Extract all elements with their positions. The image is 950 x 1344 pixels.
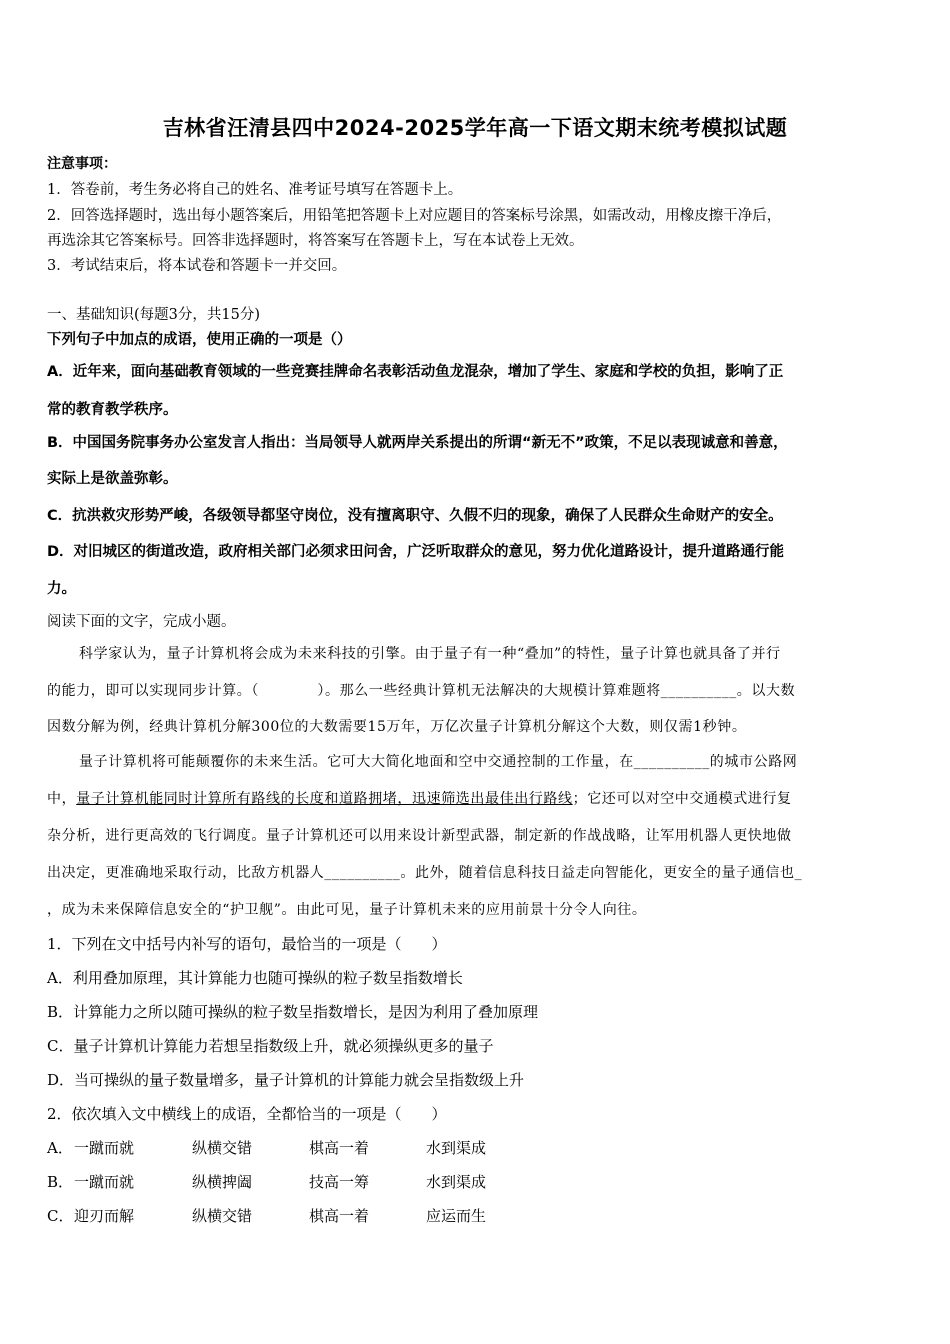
passage-text: ；它还可以对空中交通模式进行复 bbox=[572, 791, 792, 807]
notice-item: 1．答卷前，考生务必将自己的姓名、准考证号填写在答题卡上。 bbox=[47, 182, 463, 198]
question-2-stem: 2．依次填入文中横线上的成语，全都恰当的一项是（ ） bbox=[47, 1105, 447, 1123]
passage-text: 中， bbox=[47, 791, 77, 807]
option-label: C． bbox=[47, 1207, 74, 1225]
option-label: B． bbox=[47, 1173, 74, 1191]
option-word: 水到渠成 bbox=[426, 1139, 487, 1157]
option-word: 技高一筹 bbox=[309, 1173, 370, 1191]
question-1-option-b: B．计算能力之所以随可操纵的粒子数呈指数增长，是因为利用了叠加原理 bbox=[47, 1003, 539, 1021]
option-word: 纵横交错 bbox=[192, 1207, 253, 1225]
underlined-sentence: 量子计算机能同时计算所有路线的长度和道路拥堵，迅速筛选出最佳出行路线 bbox=[76, 791, 573, 807]
page-title: 吉林省汪清县四中2024-2025学年高一下语文期末统考模拟试题 bbox=[162, 116, 788, 140]
option-a-line2: 常的教育教学秩序。 bbox=[47, 402, 178, 418]
option-word: 应运而生 bbox=[426, 1207, 487, 1225]
passage-line: 量子计算机将可能颠覆你的未来生活。它可大大简化地面和空中交通控制的工作量，在__________的城市公路网 bbox=[79, 754, 798, 770]
option-word: 棋高一着 bbox=[309, 1139, 370, 1157]
question-1-stem: 1．下列在文中括号内补写的语句，最恰当的一项是（ ） bbox=[47, 935, 447, 953]
passage-line bbox=[47, 788, 792, 808]
option-b-line2: 实际上是欲盖弥彰。 bbox=[47, 471, 178, 487]
option-word: 棋高一着 bbox=[309, 1207, 370, 1225]
passage-line: 出决定，更准确地采取行动，比敌方机器人__________。此外，随着信息科技日益走向智能化，更安全的量子通信也_ bbox=[47, 865, 803, 881]
option-label: A． bbox=[47, 1139, 73, 1157]
section-heading: 一、基础知识(每题3分，共15分) bbox=[47, 307, 260, 323]
passage-line: ，成为未来保障信息安全的“护卫舰”。由此可见，量子计算机未来的应用前景十分令人向往。 bbox=[47, 902, 647, 918]
option-word: 一蹴而就 bbox=[74, 1173, 135, 1191]
question-stem: 下列句子中加点的成语，使用正确的一项是（） bbox=[47, 331, 352, 348]
option-word: 纵横交错 bbox=[192, 1139, 253, 1157]
option-word: 纵横捭阖 bbox=[192, 1173, 253, 1191]
notice-item: 2．回答选择题时，选出每小题答案后，用铅笔把答题卡上对应题目的答案标号涂黑，如需改动，用橡皮擦干净后， bbox=[47, 208, 782, 224]
option-word: 迎刃而解 bbox=[74, 1207, 135, 1225]
option-d-line1: D．对旧城区的街道改造，政府相关部门必须求田问舍，广泛听取群众的意见，努力优化道路设计，提升道路通行能 bbox=[47, 544, 785, 560]
option-d-line2: 力。 bbox=[47, 581, 76, 597]
option-b-line1: B．中国国务院事务办公室发言人指出：当局领导人就两岸关系提出的所谓“新无不”政策，不足以表现诚意和善意， bbox=[47, 435, 788, 451]
question-1-option-c: C．量子计算机计算能力若想呈指数级上升，就必须操纵更多的量子 bbox=[47, 1037, 494, 1055]
notice-item: 3．考试结束后，将本试卷和答题卡一并交回。 bbox=[47, 258, 347, 274]
option-c: C．抗洪救灾形势严峻，各级领导都坚守岗位，没有擅离职守、久假不归的现象，确保了人民群众生命财产的安全。 bbox=[47, 508, 783, 524]
passage-line: 的能力，即可以实现同步计算。（ ）。那么一些经典计算机无法解决的大规模计算难题将__________。以大数 bbox=[47, 683, 796, 699]
passage-line: 科学家认为，量子计算机将会成为未来科技的引擎。由于量子有一种“叠加”的特性，量子计算也就具备了并行 bbox=[79, 646, 781, 662]
reading-intro: 阅读下面的文字，完成小题。 bbox=[47, 614, 236, 630]
notice-heading: 注意事项： bbox=[47, 156, 117, 172]
passage-line: 杂分析，进行更高效的飞行调度。量子计算机还可以用来设计新型武器，制定新的作战战略，让军用机器人更快地做 bbox=[47, 828, 792, 844]
question-1-option-d: D．当可操纵的量子数量增多，量子计算机的计算能力就会呈指数级上升 bbox=[47, 1071, 525, 1089]
option-word: 一蹴而就 bbox=[74, 1139, 135, 1157]
option-word: 水到渠成 bbox=[426, 1173, 487, 1191]
passage-line: 因数分解为例，经典计算机分解300位的大数需要15万年，万亿次量子计算机分解这个大数，则仅需1秒钟。 bbox=[47, 719, 747, 735]
question-1-option-a: A．利用叠加原理，其计算能力也随可操纵的粒子数呈指数增长 bbox=[47, 969, 463, 987]
notice-item: 再选涂其它答案标号。回答非选择题时，将答案写在答题卡上，写在本试卷上无效。 bbox=[47, 233, 584, 249]
option-a-line1: A．近年来，面向基础教育领域的一些竞赛挂牌命名表彰活动鱼龙混杂，增加了学生、家庭和学校的负担，影响了正 bbox=[47, 364, 784, 380]
